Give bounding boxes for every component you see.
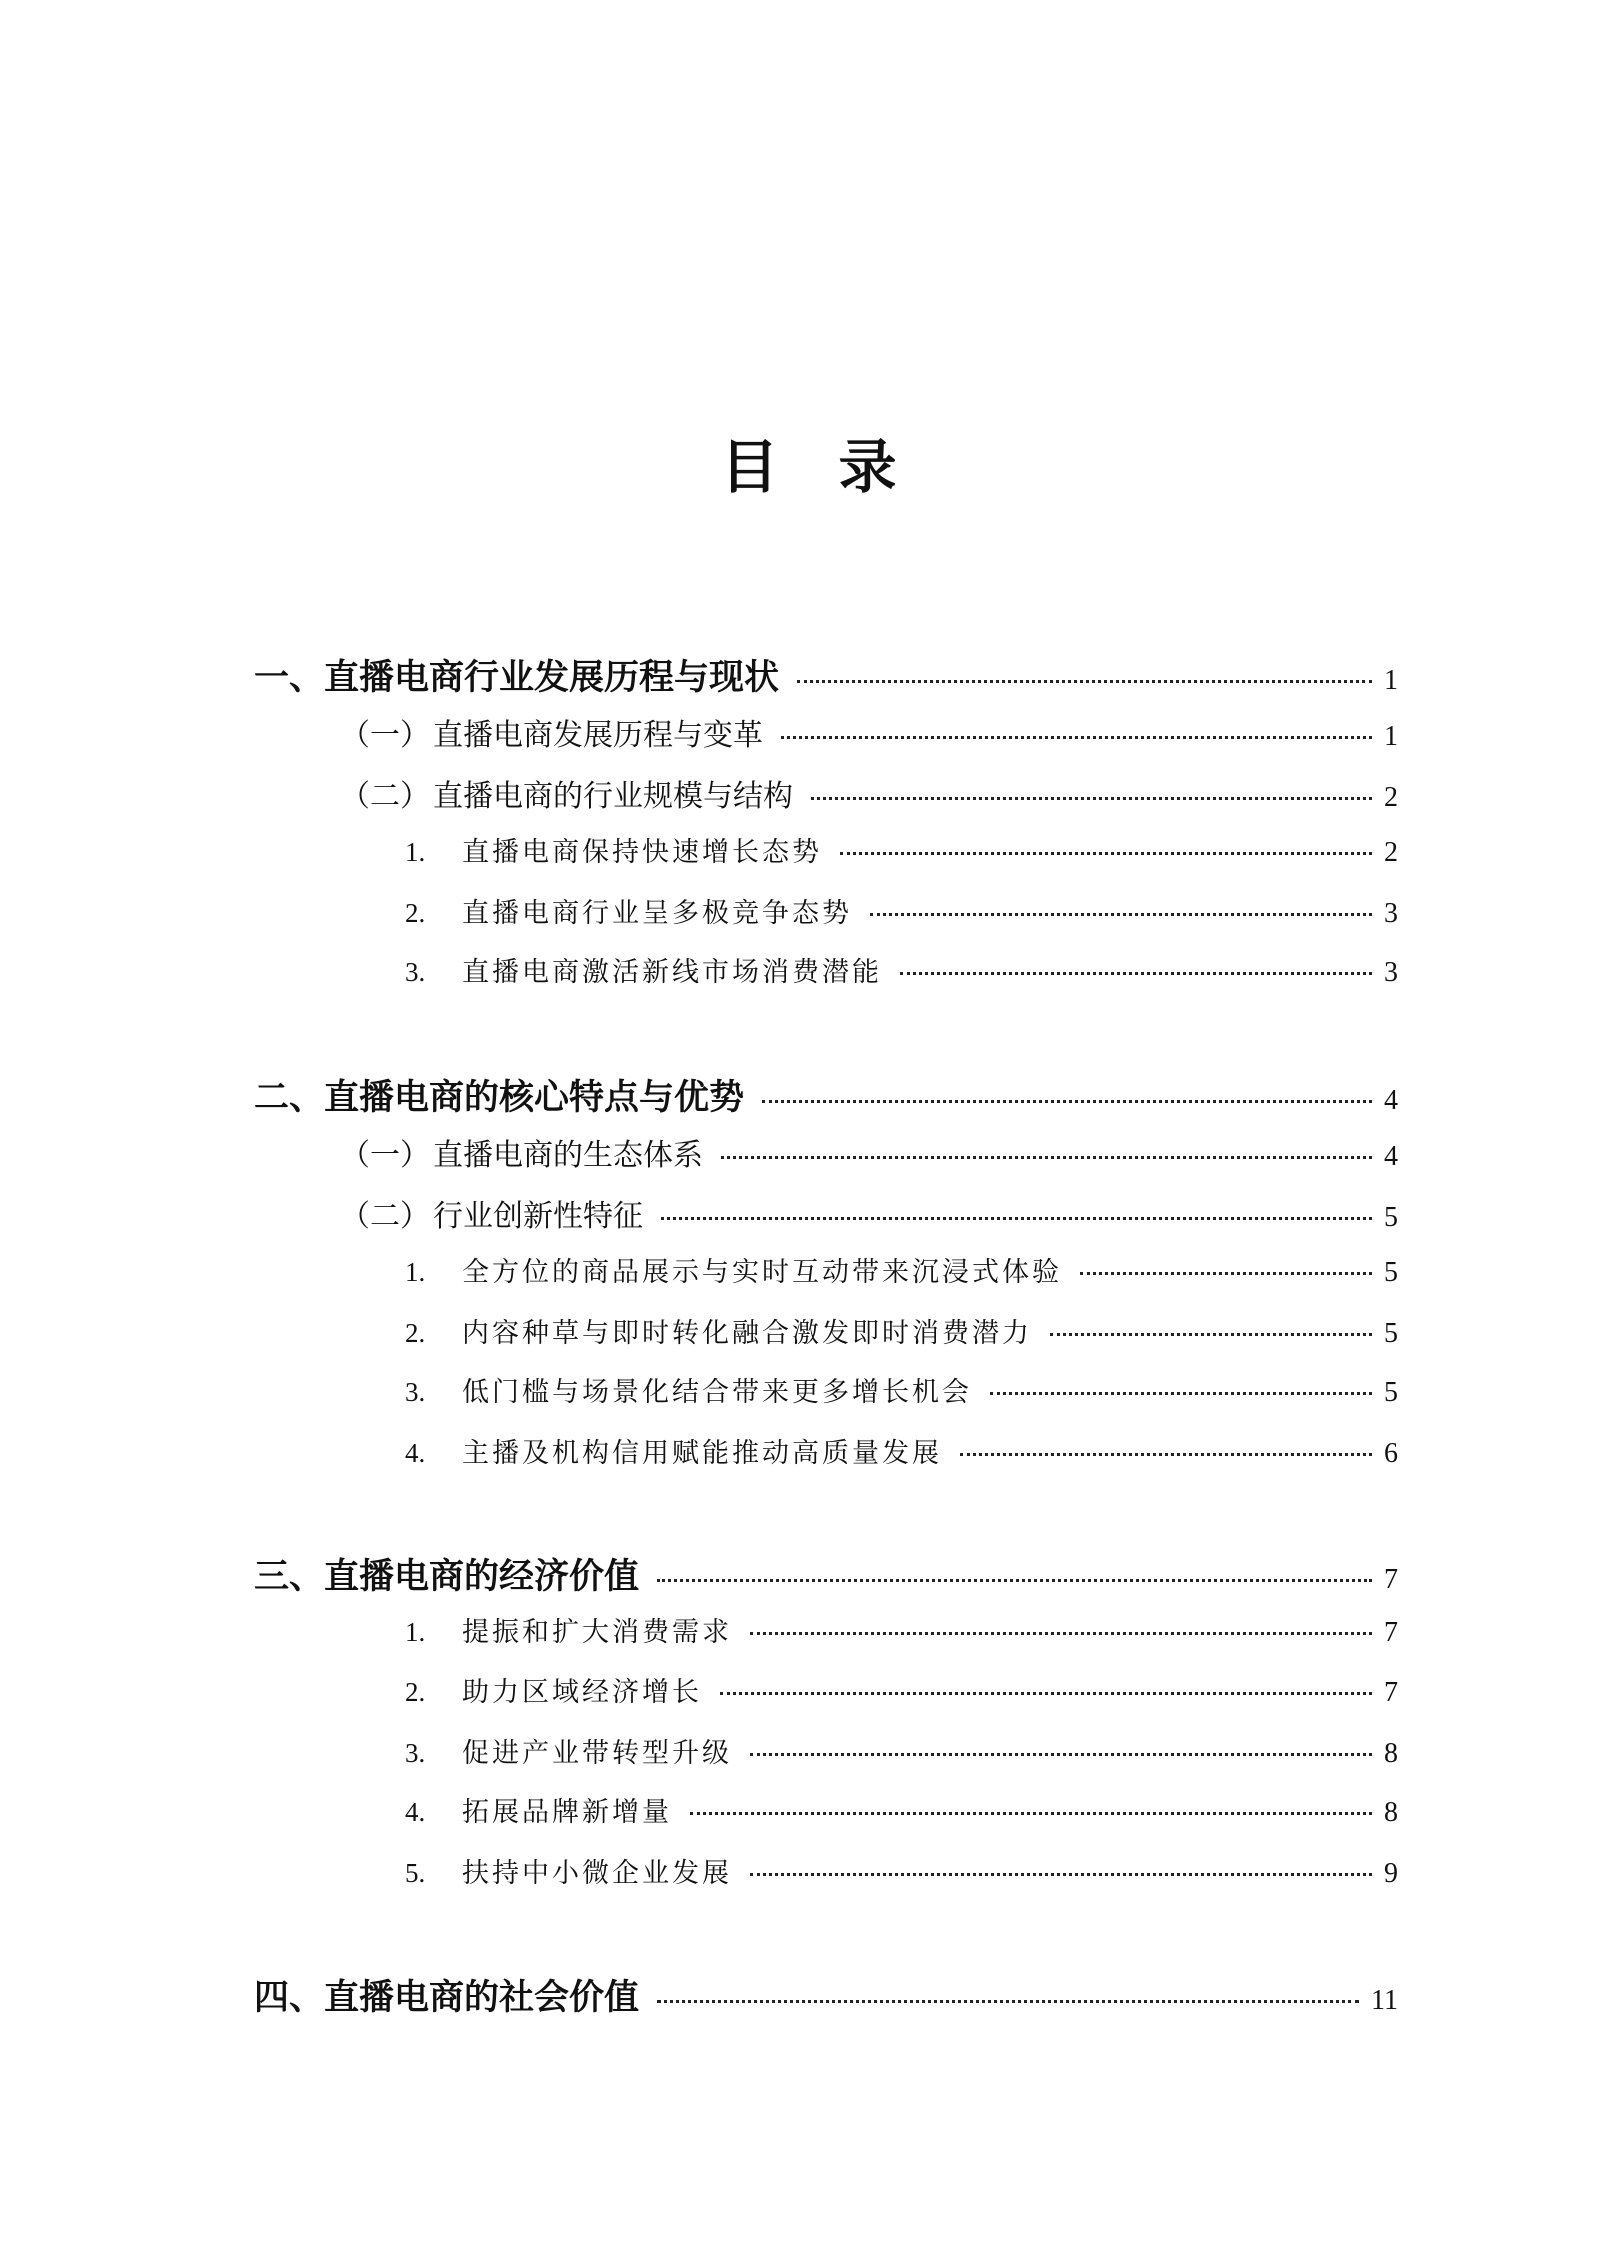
toc-entry-number: （一）	[340, 718, 430, 753]
toc-page-number: 7	[1384, 1617, 1398, 1648]
toc-page-number: 6	[1384, 1438, 1398, 1469]
toc-entry-number: 2.	[405, 1677, 426, 1707]
toc-page-number: 9	[1384, 1858, 1398, 1889]
dot-leader	[661, 1217, 1372, 1220]
toc-page-number: 1	[1384, 665, 1398, 696]
toc-entry-title: 直播电商的生态体系	[433, 1138, 703, 1173]
dot-leader	[750, 1632, 1372, 1635]
toc-entry[interactable]	[0, 1670, 1398, 1709]
toc-page-number: 11	[1371, 1985, 1398, 2016]
dot-leader	[690, 1812, 1372, 1815]
toc-entry-title: 主播及机构信用赋能推动高质量发展	[462, 1438, 942, 1469]
toc-entry-number: （二）	[340, 1199, 430, 1234]
toc-entry-title: 直播电商行业呈多极竞争态势	[462, 898, 852, 929]
toc-page-number: 8	[1384, 1738, 1398, 1769]
toc-page-number: 1	[1384, 721, 1398, 752]
toc-entry-title: 一、直播电商行业发展历程与现状	[254, 657, 780, 698]
dot-leader	[720, 1692, 1372, 1695]
toc-page-number: 2	[1384, 837, 1398, 868]
dot-leader	[1080, 1272, 1372, 1275]
toc-page-number: 4	[1384, 1141, 1398, 1172]
toc-entry[interactable]	[0, 950, 1398, 989]
toc-entry-title: 全方位的商品展示与实时互动带来沉浸式体验	[462, 1257, 1062, 1288]
toc-page-number: 7	[1384, 1564, 1398, 1595]
toc-page-number: 8	[1384, 1797, 1398, 1828]
dot-leader	[750, 1873, 1372, 1876]
toc-entry-number: （一）	[340, 1138, 430, 1173]
toc-entry-title: 行业创新性特征	[433, 1199, 643, 1234]
toc-entry[interactable]	[0, 650, 1398, 700]
toc-entry-number: 4.	[405, 1797, 426, 1827]
toc-entry-number: 3.	[405, 1738, 426, 1768]
toc-entry-title: 低门槛与场景化结合带来更多增长机会	[462, 1377, 972, 1408]
toc-entry-title: 助力区域经济增长	[462, 1677, 702, 1708]
toc-page-number: 4	[1384, 1085, 1398, 1116]
toc-entry-number: 5.	[405, 1858, 426, 1888]
toc-entry-title: 二、直播电商的核心特点与优势	[254, 1077, 745, 1118]
dot-leader	[870, 913, 1372, 916]
toc-page-number: 5	[1384, 1202, 1398, 1233]
toc-entry-number: 2.	[405, 898, 426, 928]
toc-entry[interactable]	[0, 1191, 1398, 1235]
toc-entry[interactable]	[0, 1851, 1398, 1890]
toc-entry-number: 3.	[405, 957, 426, 987]
dot-leader	[797, 680, 1372, 683]
dot-leader	[762, 1100, 1372, 1103]
toc-entry-title: 直播电商的行业规模与结构	[433, 779, 793, 814]
toc-entry-number: 4.	[405, 1438, 426, 1468]
dot-leader	[990, 1392, 1372, 1395]
dot-leader	[781, 736, 1372, 739]
toc-entry-number: 2.	[405, 1318, 426, 1348]
toc-entry-title: 直播电商保持快速增长态势	[462, 837, 822, 868]
toc-entry-number: 1.	[405, 1617, 426, 1647]
toc-entry-title: 扶持中小微企业发展	[462, 1858, 732, 1889]
dot-leader	[657, 2000, 1359, 2003]
dot-leader	[657, 1579, 1372, 1582]
dot-leader	[811, 797, 1372, 800]
toc-entry[interactable]	[0, 1610, 1398, 1649]
dot-leader	[900, 972, 1372, 975]
toc-page-number: 7	[1384, 1677, 1398, 1708]
toc-page-number: 3	[1384, 898, 1398, 929]
page-title: 目录	[720, 433, 957, 501]
toc-entry-title: 四、直播电商的社会价值	[254, 1977, 640, 2018]
toc-entry[interactable]	[0, 1970, 1398, 2020]
toc-entry-title: 直播电商激活新线市场消费潜能	[462, 957, 882, 988]
toc-entry[interactable]	[0, 891, 1398, 930]
toc-page-number: 3	[1384, 957, 1398, 988]
dot-leader	[1050, 1333, 1372, 1336]
toc-entry[interactable]	[0, 1070, 1398, 1120]
toc-page-number: 5	[1384, 1318, 1398, 1349]
toc-entry-number: 1.	[405, 1257, 426, 1287]
toc-entry-number: 1.	[405, 837, 426, 867]
toc-entry[interactable]	[0, 710, 1398, 754]
toc-entry-title: 促进产业带转型升级	[462, 1738, 732, 1769]
dot-leader	[840, 852, 1372, 855]
dot-leader	[721, 1156, 1372, 1159]
toc-entry[interactable]	[0, 1731, 1398, 1770]
toc-entry-title: 内容种草与即时转化融合激发即时消费潜力	[462, 1318, 1032, 1349]
toc-entry[interactable]	[0, 1311, 1398, 1350]
toc-page-number: 5	[1384, 1257, 1398, 1288]
toc-page-number: 2	[1384, 782, 1398, 813]
toc-entry[interactable]	[0, 1549, 1398, 1599]
dot-leader	[750, 1753, 1372, 1756]
toc-entry[interactable]	[0, 1790, 1398, 1829]
toc-entry-title: 拓展品牌新增量	[462, 1797, 672, 1828]
toc-entry[interactable]	[0, 1250, 1398, 1289]
toc-page-number: 5	[1384, 1377, 1398, 1408]
toc-entry-number: 3.	[405, 1377, 426, 1407]
toc-entry-title: 三、直播电商的经济价值	[254, 1556, 640, 1597]
dot-leader	[960, 1453, 1372, 1456]
toc-entry-title: 提振和扩大消费需求	[462, 1617, 732, 1648]
toc-entry[interactable]	[0, 830, 1398, 869]
toc-entry[interactable]	[0, 1431, 1398, 1470]
toc-entry-title: 直播电商发展历程与变革	[433, 718, 763, 753]
toc-entry-number: （二）	[340, 779, 430, 814]
toc-entry[interactable]	[0, 1130, 1398, 1174]
toc-entry[interactable]	[0, 771, 1398, 815]
toc-entry[interactable]	[0, 1370, 1398, 1409]
